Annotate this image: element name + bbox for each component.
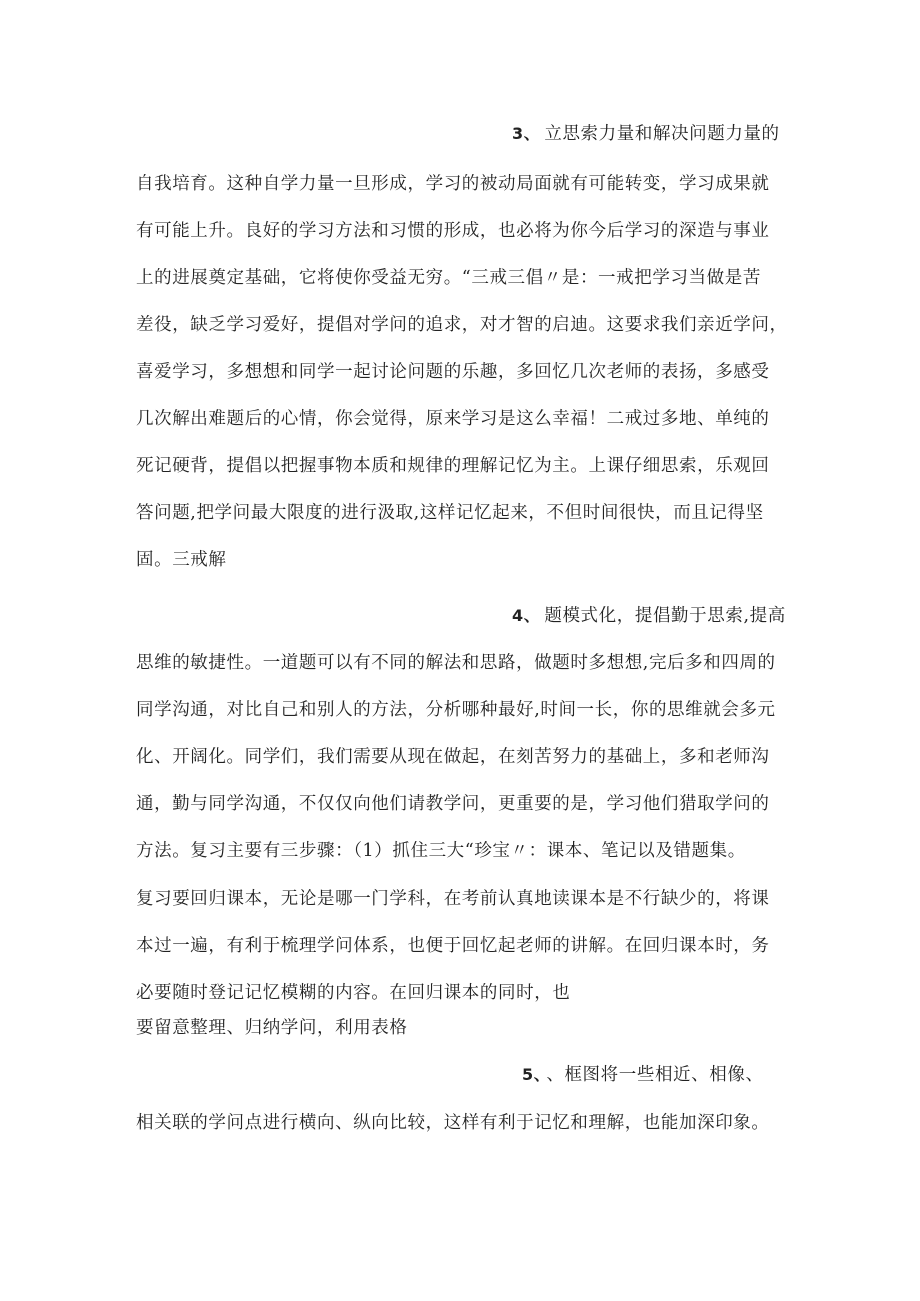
paragraph-3-line: 有可能上升。良好的学习方法和习惯的形成，也必将为你今后学习的深造与事业: [136, 221, 770, 241]
paragraph-3-heading-text: 立思索力量和解决问题力量的: [544, 124, 780, 144]
paragraph-3-heading: [512, 122, 780, 146]
paragraph-4-heading-text: 题模式化，提倡勤于思索,提高: [544, 606, 786, 626]
paragraph-3-line: 几次解出难题后的心情，你会觉得，原来学习是这么幸福！二戒过多地、单纯的: [136, 409, 770, 429]
paragraph-4-line: 本过一遍，有利于梳理学问体系，也便于回忆起老师的讲解。在回归课本时，务: [136, 936, 770, 956]
paragraph-3-number: 3、: [512, 124, 541, 143]
paragraph-3-line: 死记硬背，提倡以把握事物本质和规律的理解记忆为主。上课仔细思索，乐观回: [136, 456, 770, 476]
paragraph-4-line: 思维的敏捷性。一道题可以有不同的解法和思路，做题时多想想,完后多和四周的: [136, 653, 776, 673]
paragraph-5-number: 5、: [522, 1065, 543, 1084]
paragraph-4-line: 方法。复习主要有三步骤：（1）抓住三大“珍宝〃：课本、笔记以及错题集。: [136, 841, 746, 861]
paragraph-4-line: 复习要回归课本，无论是哪一门学科，在考前认真地读课本是不行缺少的，将课: [136, 889, 770, 909]
paragraph-4-line: 要留意整理、归纳学问，利用表格: [136, 1018, 408, 1038]
paragraph-5-line: 相关联的学问点进行横向、纵向比较，这样有利于记忆和理解，也能加深印象。: [136, 1113, 770, 1133]
paragraph-4-line: 必要随时登记记忆模糊的内容。在回归课本的同时，也: [136, 983, 571, 1003]
paragraph-3-line: 固。三戒解: [136, 550, 227, 570]
paragraph-4-line: 通，勤与同学沟通，不仅仅向他们请教学问，更重要的是，学习他们猎取学问的: [136, 794, 770, 814]
paragraph-4-line: 同学沟通，对比自己和别人的方法，分析哪种最好,时间一长，你的思维就会多元: [136, 700, 776, 720]
paragraph-4-number: 4、: [512, 606, 541, 625]
paragraph-5-heading: [522, 1063, 764, 1087]
paragraph-3-line: 自我培育。这种自学力量一旦形成，学习的被动局面就有可能转变，学习成果就: [136, 174, 770, 194]
paragraph-3-line: 上的进展奠定基础，它将使你受益无穷。“三戒三倡〃是：一戒把学习当做是苦: [136, 268, 761, 288]
paragraph-3-line: 差役，缺乏学习爱好，提倡对学问的追求，对才智的启迪。这要求我们亲近学问，: [136, 315, 788, 335]
paragraph-4-heading: [512, 604, 786, 628]
paragraph-3-line: 喜爱学习，多想想和同学一起讨论问题的乐趣，多回忆几次老师的表扬，多感受: [136, 362, 770, 382]
paragraph-4-line: 化、开阔化。同学们，我们需要从现在做起，在刻苦努力的基础上，多和老师沟: [136, 747, 770, 767]
paragraph-5-heading-text: 、框图将一些相近、相像、: [546, 1065, 764, 1085]
paragraph-3-line: 答问题,把学问最大限度的进行汲取,这样记忆起来，不但时间很快，而且记得坚: [136, 503, 764, 523]
